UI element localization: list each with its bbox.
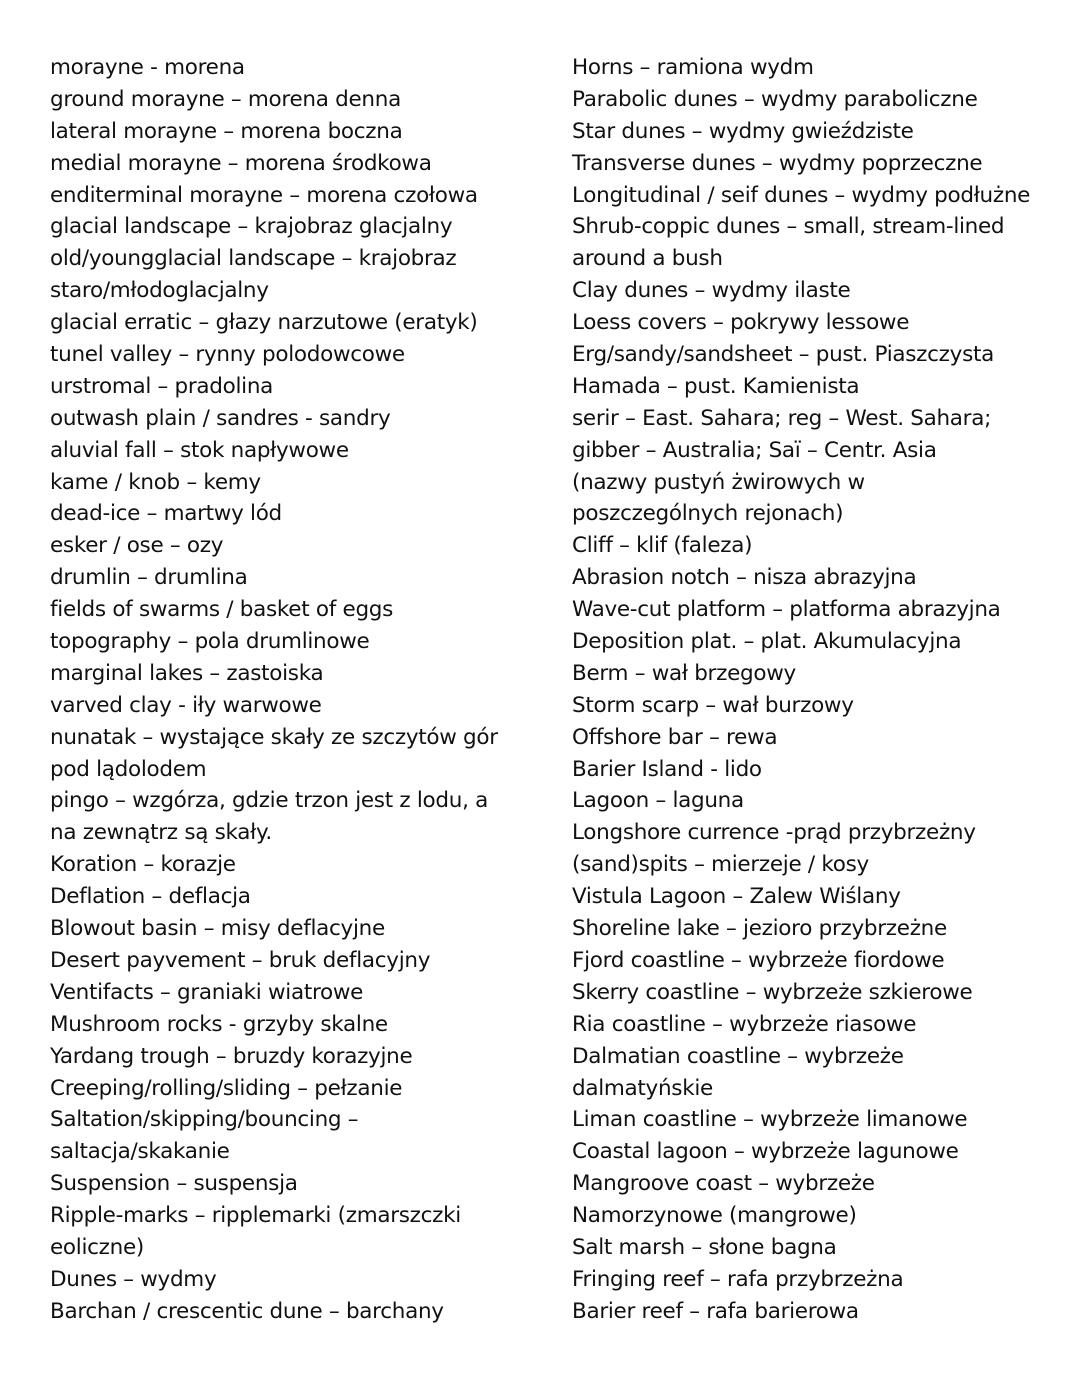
glossary-entry-line: kame / knob – kemy (50, 469, 261, 495)
glossary-entry-line: ground morayne – morena denna (50, 86, 401, 112)
glossary-entry-line: Skerry coastline – wybrzeże szkierowe (572, 979, 973, 1005)
glossary-entry-line: na zewnątrz są skały. (50, 820, 272, 846)
glossary-entry-line: drumlin – drumlina (50, 565, 248, 591)
glossary-entry-line: Barier reef – rafa barierowa (572, 1298, 859, 1324)
glossary-entry-line: marginal lakes – zastoiska (50, 660, 324, 686)
glossary-entry-line: aluvial fall – stok napływowe (50, 437, 349, 463)
glossary-entry-line: tunel valley – rynny polodowcowe (50, 342, 405, 368)
glossary-entry-line: Lagoon – laguna (572, 788, 744, 814)
glossary-entry-line: Vistula Lagoon – Zalew Wiślany (572, 884, 901, 910)
glossary-entry-line: Creeping/rolling/sliding – pełzanie (50, 1075, 403, 1101)
glossary-entry-line: Loess covers – pokrywy lessowe (572, 310, 910, 336)
glossary-entry-line: Blowout basin – misy deflacyjne (50, 916, 385, 942)
glossary-entry-line: Offshore bar – rewa (572, 724, 778, 750)
glossary-entry-line: Mangroove coast – wybrzeże (572, 1171, 875, 1197)
glossary-entry-line: serir – East. Sahara; reg – West. Sahara; (572, 405, 992, 431)
glossary-entry-line: Deposition plat. – plat. Akumulacyjna (572, 629, 962, 655)
glossary-entry-line: nunatak – wystające skały ze szczytów gór (50, 724, 498, 750)
glossary-entry-line: Horns – ramiona wydm (572, 55, 814, 80)
glossary-entry-line: Salt marsh – słone bagna (572, 1234, 837, 1260)
glossary-entry-line: eoliczne) (50, 1234, 144, 1260)
glossary-entry-line: Longitudinal / seif dunes – wydmy podłużne (572, 182, 1031, 208)
glossary-entry-line: Barier Island - lido (572, 756, 762, 782)
glossary-entry-line: esker / ose – ozy (50, 533, 224, 559)
glossary-entry-line: lateral morayne – morena boczna (50, 118, 403, 144)
glossary-entry-line: Storm scarp – wał burzowy (572, 692, 854, 718)
glossary-entry-line: Clay dunes – wydmy ilaste (572, 278, 851, 304)
glossary-entry-line: around a bush (572, 246, 723, 272)
glossary-entry-line: topography – pola drumlinowe (50, 629, 370, 655)
glossary-entry-line: Transverse dunes – wydmy poprzeczne (572, 150, 983, 176)
glossary-entry-line: Deflation – deflacja (50, 884, 251, 910)
glossary-entry-line: Ria coastline – wybrzeże riasowe (572, 1011, 917, 1037)
glossary-entry-line: Desert payvement – bruk deflacyjny (50, 947, 431, 973)
glossary-entry-line: Berm – wał brzegowy (572, 660, 796, 686)
glossary-entry-line: Coastal lagoon – wybrzeże lagunowe (572, 1139, 959, 1165)
glossary-left-column (50, 52, 550, 1328)
glossary-entry-line: (sand)spits – mierzeje / kosy (572, 852, 869, 878)
glossary-entry-line: medial morayne – morena środkowa (50, 150, 432, 176)
glossary-entry-line: Dalmatian coastline – wybrzeże (572, 1043, 904, 1069)
glossary-entry-line: Ventifacts – graniaki wiatrowe (50, 979, 364, 1005)
glossary-entry-line: Liman coastline – wybrzeże limanowe (572, 1107, 968, 1133)
glossary-entry-line: enditerminal morayne – morena czołowa (50, 182, 478, 208)
glossary-entry-line: saltacja/skakanie (50, 1139, 230, 1165)
glossary-entry-line: Dunes – wydmy (50, 1266, 217, 1292)
glossary-entry-line: Ripple-marks – ripplemarki (zmarszczki (50, 1203, 461, 1229)
glossary-entry-line: staro/młodoglacjalny (50, 278, 269, 304)
glossary-entry-line: Barchan / crescentic dune – barchany (50, 1298, 444, 1324)
glossary-entry-line: gibber – Australia; Saï – Centr. Asia (572, 437, 937, 463)
glossary-entry-line: Hamada – pust. Kamienista (572, 373, 860, 399)
glossary-entry-line: Yardang trough – bruzdy korazyjne (50, 1043, 413, 1069)
glossary-entry-line: urstromal – pradolina (50, 373, 274, 399)
glossary-entry-line: poszczególnych rejonach) (572, 501, 844, 527)
glossary-entry-line: dead-ice – martwy lód (50, 501, 282, 527)
glossary-entry-line: fields of swarms / basket of eggs (50, 597, 394, 623)
glossary-entry-line: Wave-cut platform – platforma abrazyjna (572, 597, 1001, 623)
glossary-entry-line: Namorzynowe (mangrowe) (572, 1203, 857, 1229)
glossary-entry-line: Suspension – suspensja (50, 1171, 298, 1197)
glossary-entry-line: Koration – korazje (50, 852, 236, 878)
glossary-entry-line: old/youngglacial landscape – krajobraz (50, 246, 457, 272)
glossary-entry-line: pingo – wzgórza, gdzie trzon jest z lodu, a (50, 788, 489, 814)
glossary-entry-line: Saltation/skipping/bouncing – (50, 1107, 359, 1133)
glossary-entry-line: Fringing reef – rafa przybrzeżna (572, 1266, 904, 1292)
glossary-entry-line: varved clay - iły warwowe (50, 692, 322, 718)
glossary-entry-line: Abrasion notch – nisza abrazyjna (572, 565, 917, 591)
glossary-entry-line: Mushroom rocks - grzyby skalne (50, 1011, 388, 1037)
glossary-entry-line: Shoreline lake – jezioro przybrzeżne (572, 916, 947, 942)
glossary-entry-line: Longshore currence -prąd przybrzeżny (572, 820, 976, 846)
glossary-entry-line: Fjord coastline – wybrzeże fiordowe (572, 947, 945, 973)
glossary-entry-line: glacial landscape – krajobraz glacjalny (50, 214, 453, 240)
glossary-entry-line: (nazwy pustyń żwirowych w (572, 469, 865, 495)
glossary-entry-line: Cliff – klif (faleza) (572, 533, 753, 559)
glossary-entry-line: Parabolic dunes – wydmy paraboliczne (572, 86, 978, 112)
glossary-entry-line: Erg/sandy/sandsheet – pust. Piaszczysta (572, 342, 994, 368)
glossary-entry-line: outwash plain / sandres - sandry (50, 405, 391, 431)
glossary-entry-line: morayne - morena (50, 55, 245, 80)
glossary-entry-line: dalmatyńskie (572, 1075, 713, 1101)
glossary-entry-line: pod lądolodem (50, 756, 207, 782)
glossary-right-column (572, 52, 1072, 1328)
glossary-entry-line: Shrub-coppic dunes – small, stream-lined (572, 214, 1005, 240)
glossary-entry-line: glacial erratic – głazy narzutowe (eratyk) (50, 310, 478, 336)
glossary-entry-line: Star dunes – wydmy gwieździste (572, 118, 914, 144)
